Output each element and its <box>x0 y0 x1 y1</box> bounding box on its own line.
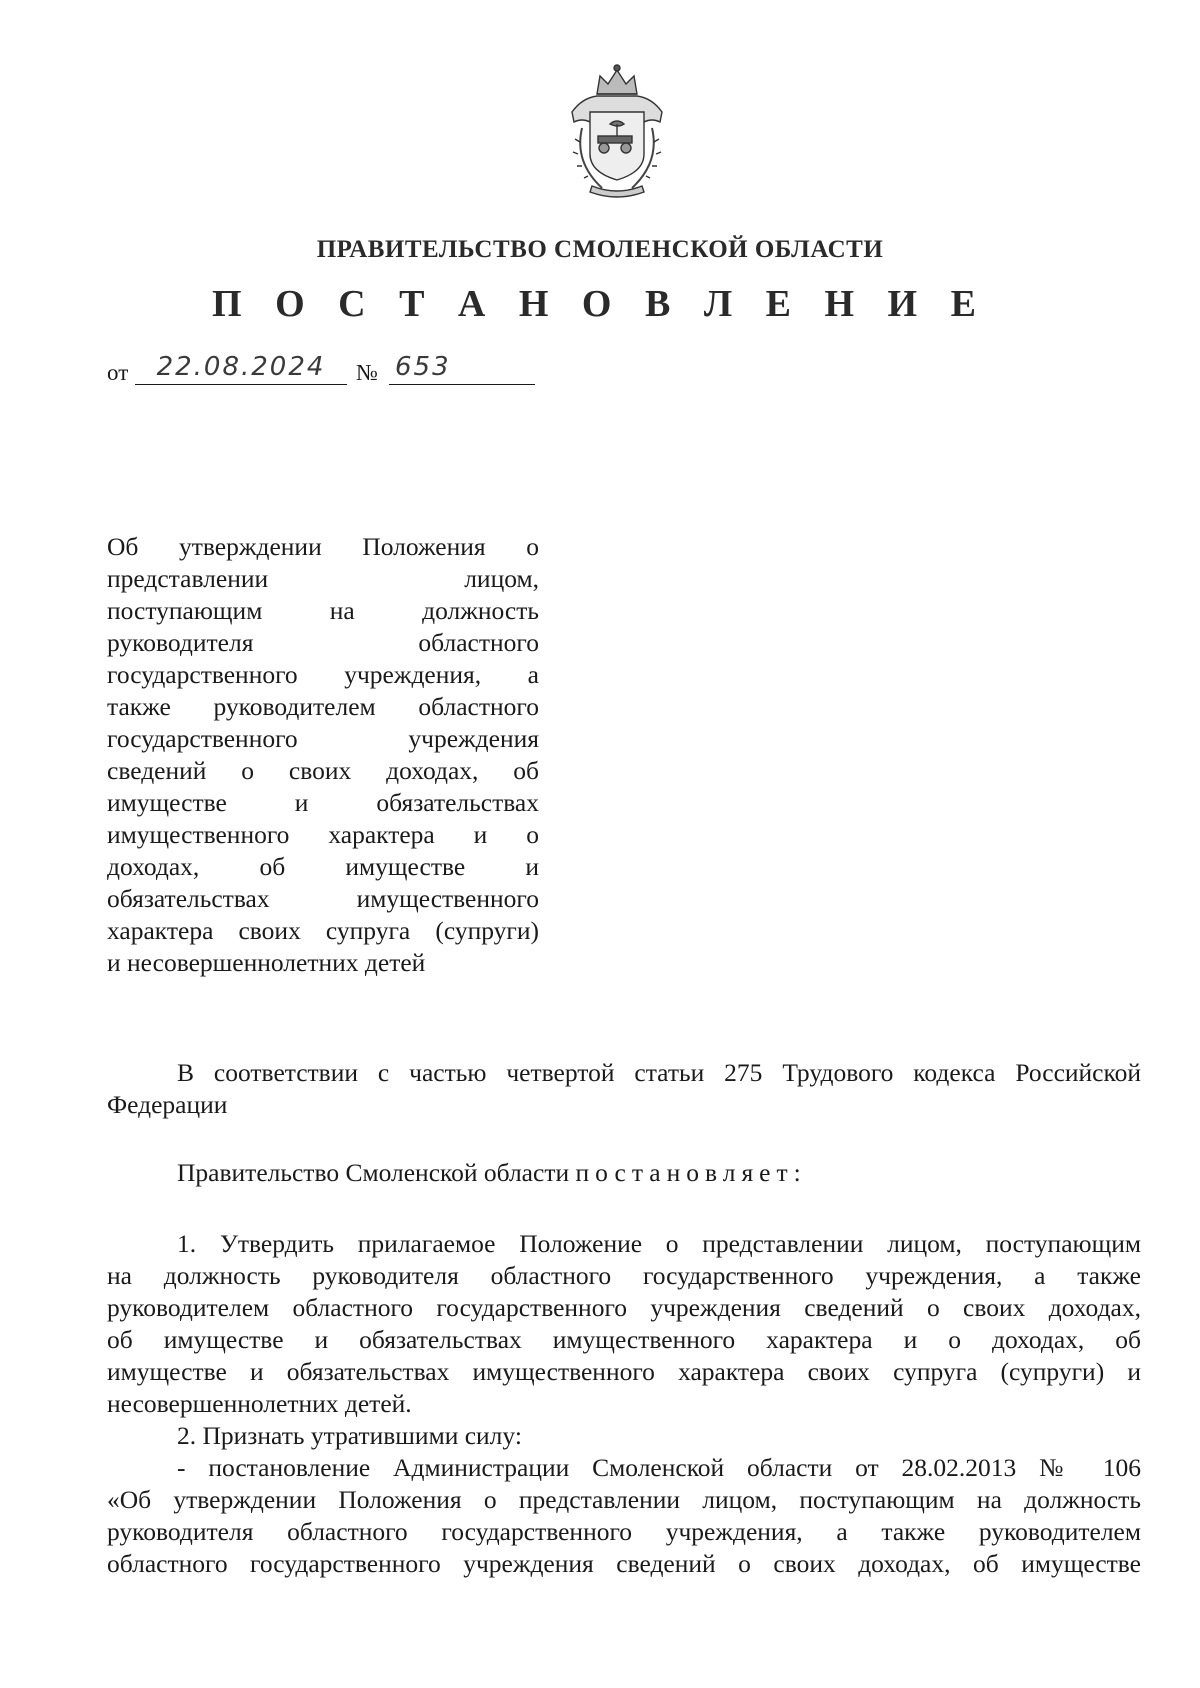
resolves-paragraph <box>107 1157 1141 1189</box>
document-type-title: П О С Т А Н О В Л Е Н И Е <box>212 283 988 325</box>
subject-line: государственного учреждения, а <box>107 660 539 689</box>
subject-line: Об утверждении Положения о <box>107 532 539 561</box>
item-2-paragraph <box>107 1420 1141 1580</box>
subject-line: сведений о своих доходах, об <box>107 756 539 785</box>
subject-line: представлении лицом, <box>107 564 539 593</box>
item-1-line: на должность руководителя областного государственного учреждения, а также <box>107 1261 1141 1290</box>
government-title: ПРАВИТЕЛЬСТВО СМОЛЕНСКОЙ ОБЛАСТИ <box>316 236 884 263</box>
subject-line: и несовершеннолетних детей <box>107 948 426 977</box>
item-1-paragraph <box>107 1228 1141 1420</box>
item-2-line: - постановление Администрации Смоленской области от 28.02.2013 № 106 <box>177 1453 1141 1482</box>
subject-line: имуществе и обязательствах <box>107 788 539 817</box>
subject-line: также руководителем областного <box>107 692 539 721</box>
preamble-line: В соответствии с частью четвертой статьи 275 Трудового кодекса Российской <box>177 1058 1141 1087</box>
item-1-line: об имуществе и обязательствах имущественного характера и о доходах, об <box>107 1325 1141 1354</box>
resolves-verb: постановляет <box>575 1158 794 1187</box>
date-label: от <box>107 360 129 385</box>
subject-line: характера своих супруга (супруги) <box>107 916 539 945</box>
subject-line: поступающим на должность <box>107 596 539 625</box>
subject-line: имущественного характера и о <box>107 820 539 849</box>
number-label: № <box>356 360 378 385</box>
resolves-suffix: : <box>793 1158 801 1187</box>
item-1-line: руководителем областного государственного учреждения сведений о своих доходах, <box>107 1293 1141 1322</box>
number-value: 653 <box>389 352 535 385</box>
subject-block <box>107 531 539 979</box>
resolves-line <box>107 1157 1141 1189</box>
resolves-prefix: Правительство Смоленской области <box>177 1158 576 1187</box>
subject-line: обязательствах имущественного <box>107 884 539 913</box>
subject-line: руководителя областного <box>107 628 539 657</box>
preamble-line: Федерации <box>107 1090 228 1119</box>
date-value: 22.08.2024 <box>135 352 347 385</box>
item-2-line: «Об утверждении Положения о представлении лицом, поступающим на должность <box>107 1485 1141 1514</box>
item-2-line: областного государственного учреждения сведений о своих доходах, об имуществе <box>107 1549 1141 1578</box>
item-2-line: руководителя областного государственного учреждения, а также руководителем <box>107 1517 1141 1546</box>
item-1-line: 1. Утвердить прилагаемое Положение о представлении лицом, поступающим <box>177 1229 1141 1258</box>
item-1-line: несовершеннолетних детей. <box>107 1389 412 1418</box>
item-1-line: имуществе и обязательствах имущественного характера своих супруга (супруги) и <box>107 1357 1141 1386</box>
coat-of-arms-emblem <box>552 62 682 202</box>
subject-line: государственного учреждения <box>107 724 539 753</box>
item-2-line: 2. Признать утратившими силу: <box>177 1421 522 1450</box>
subject-line: доходах, об имуществе и <box>107 852 539 881</box>
preamble-paragraph <box>107 1057 1141 1121</box>
